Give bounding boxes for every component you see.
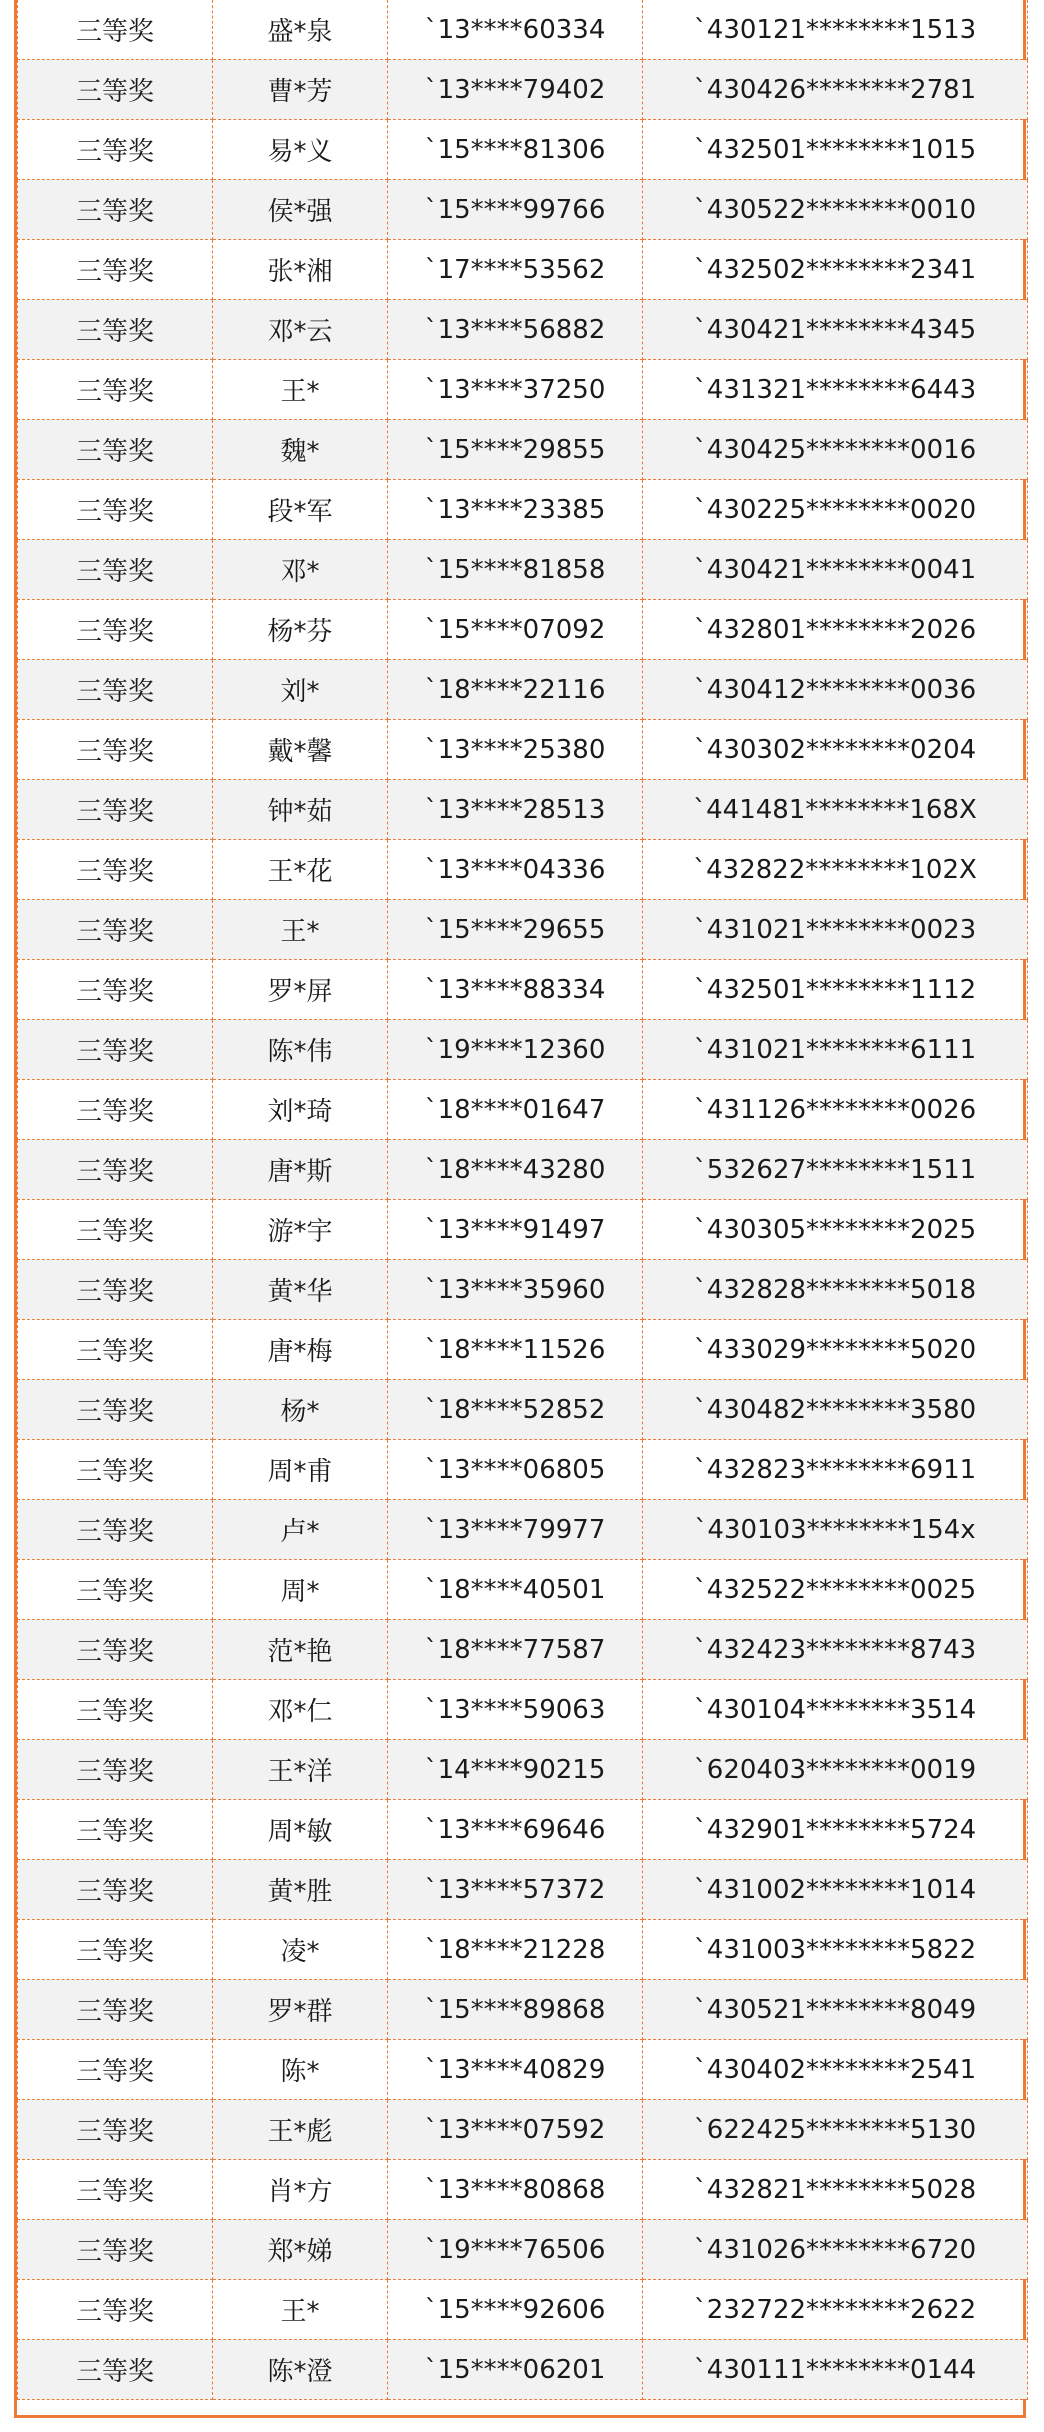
table-row: [18, 0, 1028, 60]
id-number-cell: `430426********2781: [643, 60, 1028, 120]
winner-name-cell: 盛*泉: [213, 0, 388, 60]
prize-level-cell: 三等奖: [18, 1080, 213, 1140]
id-number-cell: `620403********0019: [643, 1740, 1028, 1800]
prize-level-cell: 三等奖: [18, 0, 213, 60]
id-number-cell: `432522********0025: [643, 1560, 1028, 1620]
winner-name-cell: 郑*娣: [213, 2220, 388, 2280]
table-row: [18, 1440, 1028, 1500]
table-row: [18, 1260, 1028, 1320]
prize-level-cell: 三等奖: [18, 900, 213, 960]
table-row: [18, 720, 1028, 780]
table-row: [18, 1920, 1028, 1980]
phone-number-cell: `15****06201: [388, 2340, 643, 2400]
phone-number-cell: `19****76506: [388, 2220, 643, 2280]
phone-number-cell: `13****91497: [388, 1200, 643, 1260]
table-row: [18, 1140, 1028, 1200]
phone-number-cell: `13****06805: [388, 1440, 643, 1500]
phone-number-cell: `18****22116: [388, 660, 643, 720]
phone-number-cell: `15****99766: [388, 180, 643, 240]
table-row: [18, 2100, 1028, 2160]
prize-level-cell: 三等奖: [18, 300, 213, 360]
phone-number-cell: `13****04336: [388, 840, 643, 900]
winners-table-body: [18, 0, 1028, 2400]
winner-name-cell: 游*宇: [213, 1200, 388, 1260]
phone-number-cell: `15****29655: [388, 900, 643, 960]
id-number-cell: `441481********168X: [643, 780, 1028, 840]
id-number-cell: `432823********6911: [643, 1440, 1028, 1500]
phone-number-cell: `18****43280: [388, 1140, 643, 1200]
id-number-cell: `430425********0016: [643, 420, 1028, 480]
table-row: [18, 420, 1028, 480]
phone-number-cell: `18****11526: [388, 1320, 643, 1380]
phone-number-cell: `13****59063: [388, 1680, 643, 1740]
winner-name-cell: 王*: [213, 900, 388, 960]
id-number-cell: `432423********8743: [643, 1620, 1028, 1680]
winner-name-cell: 陈*澄: [213, 2340, 388, 2400]
prize-level-cell: 三等奖: [18, 60, 213, 120]
prize-level-cell: 三等奖: [18, 1860, 213, 1920]
table-row: [18, 1380, 1028, 1440]
prize-level-cell: 三等奖: [18, 1260, 213, 1320]
winner-name-cell: 周*: [213, 1560, 388, 1620]
id-number-cell: `431003********5822: [643, 1920, 1028, 1980]
winner-name-cell: 曹*芳: [213, 60, 388, 120]
winner-name-cell: 罗*群: [213, 1980, 388, 2040]
winner-name-cell: 刘*琦: [213, 1080, 388, 1140]
winner-name-cell: 罗*屏: [213, 960, 388, 1020]
table-row: [18, 480, 1028, 540]
winner-name-cell: 黄*胜: [213, 1860, 388, 1920]
phone-number-cell: `15****89868: [388, 1980, 643, 2040]
table-row: [18, 240, 1028, 300]
table-row: [18, 900, 1028, 960]
id-number-cell: `430482********3580: [643, 1380, 1028, 1440]
id-number-cell: `432828********5018: [643, 1260, 1028, 1320]
phone-number-cell: `13****07592: [388, 2100, 643, 2160]
id-number-cell: `432502********2341: [643, 240, 1028, 300]
winner-name-cell: 邓*: [213, 540, 388, 600]
prize-level-cell: 三等奖: [18, 780, 213, 840]
table-row: [18, 1020, 1028, 1080]
phone-number-cell: `13****37250: [388, 360, 643, 420]
phone-number-cell: `13****56882: [388, 300, 643, 360]
winner-name-cell: 凌*: [213, 1920, 388, 1980]
winner-name-cell: 钟*茹: [213, 780, 388, 840]
winner-name-cell: 卢*: [213, 1500, 388, 1560]
id-number-cell: `430421********0041: [643, 540, 1028, 600]
table-row: [18, 1500, 1028, 1560]
id-number-cell: `430103********154x: [643, 1500, 1028, 1560]
id-number-cell: `622425********5130: [643, 2100, 1028, 2160]
winner-name-cell: 范*艳: [213, 1620, 388, 1680]
id-number-cell: `430225********0020: [643, 480, 1028, 540]
prize-level-cell: 三等奖: [18, 1560, 213, 1620]
table-row: [18, 180, 1028, 240]
table-row: [18, 2220, 1028, 2280]
prize-level-cell: 三等奖: [18, 720, 213, 780]
prize-level-cell: 三等奖: [18, 1680, 213, 1740]
prize-level-cell: 三等奖: [18, 2100, 213, 2160]
prize-level-cell: 三等奖: [18, 600, 213, 660]
winner-name-cell: 魏*: [213, 420, 388, 480]
id-number-cell: `431321********6443: [643, 360, 1028, 420]
id-number-cell: `430121********1513: [643, 0, 1028, 60]
prize-level-cell: 三等奖: [18, 1140, 213, 1200]
winner-name-cell: 周*甫: [213, 1440, 388, 1500]
id-number-cell: `431126********0026: [643, 1080, 1028, 1140]
winner-name-cell: 王*彪: [213, 2100, 388, 2160]
prize-level-cell: 三等奖: [18, 180, 213, 240]
phone-number-cell: `19****12360: [388, 1020, 643, 1080]
prize-level-cell: 三等奖: [18, 960, 213, 1020]
phone-number-cell: `13****25380: [388, 720, 643, 780]
table-row: [18, 960, 1028, 1020]
table-row: [18, 300, 1028, 360]
winner-name-cell: 肖*方: [213, 2160, 388, 2220]
winner-name-cell: 陈*: [213, 2040, 388, 2100]
id-number-cell: `430111********0144: [643, 2340, 1028, 2400]
phone-number-cell: `13****60334: [388, 0, 643, 60]
id-number-cell: `430421********4345: [643, 300, 1028, 360]
prize-level-cell: 三等奖: [18, 2040, 213, 2100]
winner-name-cell: 易*义: [213, 120, 388, 180]
phone-number-cell: `18****77587: [388, 1620, 643, 1680]
id-number-cell: `430305********2025: [643, 1200, 1028, 1260]
table-row: [18, 660, 1028, 720]
winner-name-cell: 王*花: [213, 840, 388, 900]
table-row: [18, 1320, 1028, 1380]
table-row: [18, 1620, 1028, 1680]
phone-number-cell: `14****90215: [388, 1740, 643, 1800]
id-number-cell: `432501********1015: [643, 120, 1028, 180]
phone-number-cell: `13****28513: [388, 780, 643, 840]
winner-name-cell: 段*军: [213, 480, 388, 540]
phone-number-cell: `18****21228: [388, 1920, 643, 1980]
prize-level-cell: 三等奖: [18, 360, 213, 420]
prize-level-cell: 三等奖: [18, 1800, 213, 1860]
phone-number-cell: `15****92606: [388, 2280, 643, 2340]
table-row: [18, 1200, 1028, 1260]
prize-level-cell: 三等奖: [18, 1380, 213, 1440]
table-row: [18, 780, 1028, 840]
table-row: [18, 60, 1028, 120]
table-row: [18, 1560, 1028, 1620]
phone-number-cell: `13****23385: [388, 480, 643, 540]
phone-number-cell: `15****07092: [388, 600, 643, 660]
id-number-cell: `431021********6111: [643, 1020, 1028, 1080]
prize-level-cell: 三等奖: [18, 1500, 213, 1560]
phone-number-cell: `13****79402: [388, 60, 643, 120]
phone-number-cell: `18****01647: [388, 1080, 643, 1140]
winner-name-cell: 王*: [213, 360, 388, 420]
winner-name-cell: 王*洋: [213, 1740, 388, 1800]
phone-number-cell: `15****29855: [388, 420, 643, 480]
winner-name-cell: 杨*: [213, 1380, 388, 1440]
id-number-cell: `430104********3514: [643, 1680, 1028, 1740]
id-number-cell: `232722********2622: [643, 2280, 1028, 2340]
phone-number-cell: `13****69646: [388, 1800, 643, 1860]
phone-number-cell: `18****52852: [388, 1380, 643, 1440]
winner-name-cell: 周*敏: [213, 1800, 388, 1860]
winner-name-cell: 侯*强: [213, 180, 388, 240]
prize-level-cell: 三等奖: [18, 2160, 213, 2220]
phone-number-cell: `18****40501: [388, 1560, 643, 1620]
table-row: [18, 2160, 1028, 2220]
id-number-cell: `430521********8049: [643, 1980, 1028, 2040]
prize-level-cell: 三等奖: [18, 2280, 213, 2340]
table-row: [18, 840, 1028, 900]
id-number-cell: `430402********2541: [643, 2040, 1028, 2100]
table-row: [18, 2040, 1028, 2100]
prize-level-cell: 三等奖: [18, 540, 213, 600]
phone-number-cell: `15****81306: [388, 120, 643, 180]
table-row: [18, 1740, 1028, 1800]
prize-level-cell: 三等奖: [18, 420, 213, 480]
winner-name-cell: 唐*斯: [213, 1140, 388, 1200]
id-number-cell: `432501********1112: [643, 960, 1028, 1020]
phone-number-cell: `13****35960: [388, 1260, 643, 1320]
prize-level-cell: 三等奖: [18, 1740, 213, 1800]
id-number-cell: `431002********1014: [643, 1860, 1028, 1920]
prize-level-cell: 三等奖: [18, 1620, 213, 1680]
id-number-cell: `432801********2026: [643, 600, 1028, 660]
table-row: [18, 1980, 1028, 2040]
id-number-cell: `430302********0204: [643, 720, 1028, 780]
id-number-cell: `431026********6720: [643, 2220, 1028, 2280]
id-number-cell: `432821********5028: [643, 2160, 1028, 2220]
winner-name-cell: 邓*仁: [213, 1680, 388, 1740]
winner-name-cell: 陈*伟: [213, 1020, 388, 1080]
table-row: [18, 2340, 1028, 2400]
winner-name-cell: 刘*: [213, 660, 388, 720]
id-number-cell: `432822********102X: [643, 840, 1028, 900]
table-row: [18, 1860, 1028, 1920]
winner-name-cell: 唐*梅: [213, 1320, 388, 1380]
table-row: [18, 120, 1028, 180]
prize-level-cell: 三等奖: [18, 1440, 213, 1500]
phone-number-cell: `13****79977: [388, 1500, 643, 1560]
id-number-cell: `433029********5020: [643, 1320, 1028, 1380]
winners-table: [17, 0, 1028, 2400]
prize-level-cell: 三等奖: [18, 480, 213, 540]
prize-level-cell: 三等奖: [18, 1020, 213, 1080]
table-row: [18, 1080, 1028, 1140]
prize-level-cell: 三等奖: [18, 2340, 213, 2400]
phone-number-cell: `13****57372: [388, 1860, 643, 1920]
id-number-cell: `430522********0010: [643, 180, 1028, 240]
phone-number-cell: `15****81858: [388, 540, 643, 600]
id-number-cell: `532627********1511: [643, 1140, 1028, 1200]
table-row: [18, 2280, 1028, 2340]
phone-number-cell: `13****40829: [388, 2040, 643, 2100]
id-number-cell: `430412********0036: [643, 660, 1028, 720]
prize-level-cell: 三等奖: [18, 1200, 213, 1260]
winner-name-cell: 杨*芬: [213, 600, 388, 660]
winner-name-cell: 王*: [213, 2280, 388, 2340]
winner-name-cell: 戴*馨: [213, 720, 388, 780]
id-number-cell: `431021********0023: [643, 900, 1028, 960]
table-row: [18, 1680, 1028, 1740]
prize-level-cell: 三等奖: [18, 660, 213, 720]
prize-level-cell: 三等奖: [18, 1980, 213, 2040]
table-row: [18, 600, 1028, 660]
prize-level-cell: 三等奖: [18, 1920, 213, 1980]
prize-level-cell: 三等奖: [18, 240, 213, 300]
table-row: [18, 360, 1028, 420]
phone-number-cell: `13****88334: [388, 960, 643, 1020]
prize-level-cell: 三等奖: [18, 2220, 213, 2280]
prize-level-cell: 三等奖: [18, 840, 213, 900]
prize-level-cell: 三等奖: [18, 1320, 213, 1380]
table-row: [18, 1800, 1028, 1860]
winner-name-cell: 邓*云: [213, 300, 388, 360]
winner-name-cell: 黄*华: [213, 1260, 388, 1320]
phone-number-cell: `17****53562: [388, 240, 643, 300]
phone-number-cell: `13****80868: [388, 2160, 643, 2220]
prize-level-cell: 三等奖: [18, 120, 213, 180]
id-number-cell: `432901********5724: [643, 1800, 1028, 1860]
winner-name-cell: 张*湘: [213, 240, 388, 300]
table-row: [18, 540, 1028, 600]
